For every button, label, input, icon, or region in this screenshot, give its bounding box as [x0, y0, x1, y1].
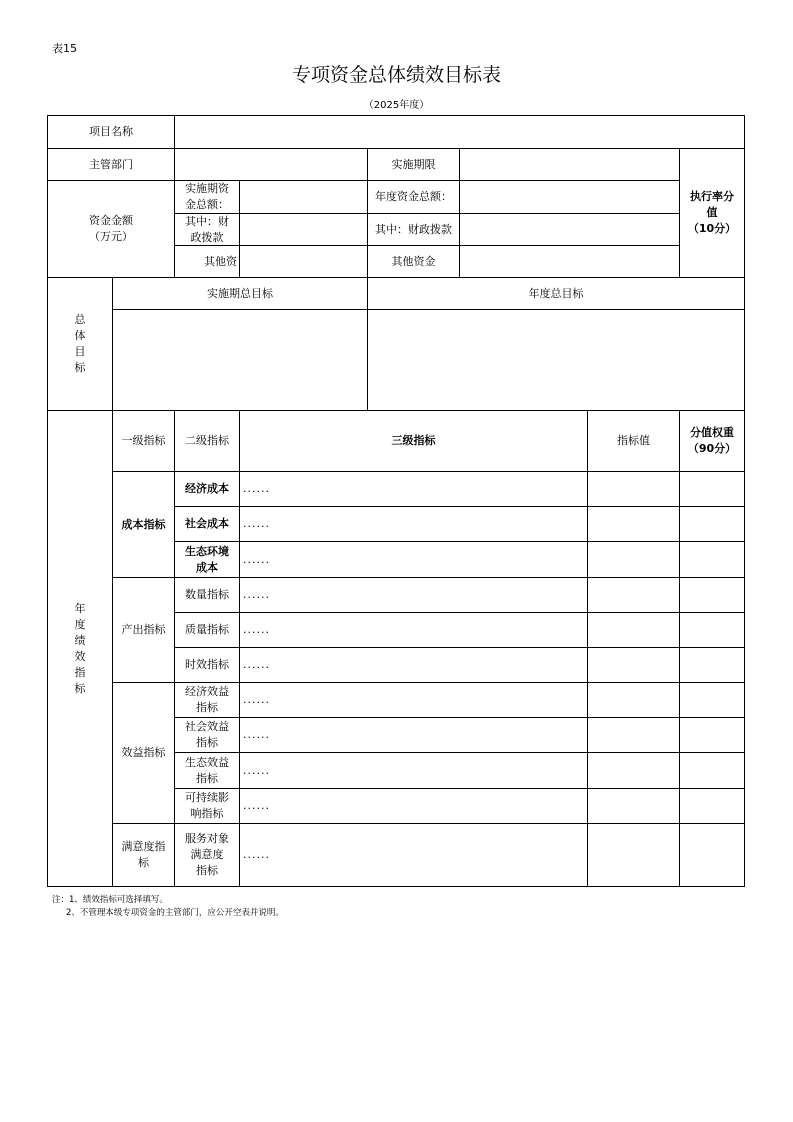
item-weight[interactable]	[680, 472, 744, 507]
item-value[interactable]	[588, 472, 680, 507]
dept-label: 主管部门	[48, 149, 175, 181]
item-label: 质量指标	[175, 613, 240, 648]
item-weight[interactable]	[680, 683, 744, 718]
annual-indicators-label: 年度绩效指标	[48, 411, 113, 886]
item-value[interactable]	[588, 542, 680, 578]
item-value[interactable]	[588, 648, 680, 683]
item-l3[interactable]: ......	[240, 472, 588, 507]
item-label: 时效指标	[175, 648, 240, 683]
col-level2: 二级指标	[175, 411, 240, 472]
annual-other-label: 其他资金	[368, 246, 460, 278]
exec-rate-label: 执行率分 值 （10分）	[680, 149, 744, 278]
col-weight: 分值权重 （90分）	[680, 411, 744, 472]
item-value[interactable]	[588, 507, 680, 542]
item-value[interactable]	[588, 613, 680, 648]
project-name-label: 项目名称	[48, 116, 175, 149]
impl-total-field[interactable]	[240, 181, 368, 214]
dept-field[interactable]	[175, 149, 368, 181]
item-label: 数量指标	[175, 578, 240, 613]
item-label: 社会成本	[175, 507, 240, 542]
period-field[interactable]	[460, 149, 680, 181]
impl-other-field[interactable]	[240, 246, 368, 278]
item-weight[interactable]	[680, 542, 744, 578]
impl-other-label: 其他资	[175, 246, 240, 278]
page-title: 专项资金总体绩效目标表	[291, 64, 501, 86]
annual-fiscal-label: 其中：财政拨款	[368, 214, 460, 246]
item-l3[interactable]: ......	[240, 824, 588, 886]
period-label: 实施期限	[368, 149, 460, 181]
item-label: 可持续影 响指标	[175, 789, 240, 824]
item-weight[interactable]	[680, 578, 744, 613]
annual-fiscal-field[interactable]	[460, 214, 680, 246]
item-weight[interactable]	[680, 507, 744, 542]
item-label: 社会效益 指标	[175, 718, 240, 753]
col-value: 指标值	[588, 411, 680, 472]
impl-fiscal-field[interactable]	[240, 214, 368, 246]
item-label: 经济效益 指标	[175, 683, 240, 718]
impl-fiscal-label: 其中：财 政拨款	[175, 214, 240, 246]
impl-goal-field[interactable]	[113, 310, 368, 411]
item-label: 生态环境 成本	[175, 542, 240, 578]
item-value[interactable]	[588, 578, 680, 613]
col-level1: 一级指标	[113, 411, 175, 472]
annual-goal-field[interactable]	[368, 310, 744, 411]
impl-total-label: 实施期资 金总额：	[175, 181, 240, 214]
item-weight[interactable]	[680, 789, 744, 824]
item-l3[interactable]: ......	[240, 789, 588, 824]
item-value[interactable]	[588, 683, 680, 718]
item-weight[interactable]	[680, 753, 744, 789]
item-weight[interactable]	[680, 613, 744, 648]
item-value[interactable]	[588, 753, 680, 789]
group-satisfaction: 满意度指 标	[113, 824, 175, 886]
item-weight[interactable]	[680, 718, 744, 753]
group-benefit: 效益指标	[113, 683, 175, 824]
item-value[interactable]	[588, 824, 680, 886]
col-level3: 三级指标	[240, 411, 588, 472]
item-l3[interactable]: ......	[240, 507, 588, 542]
item-value[interactable]	[588, 718, 680, 753]
item-value[interactable]	[588, 789, 680, 824]
annual-total-label: 年度资金总额：	[368, 181, 460, 214]
performance-target-table	[47, 115, 745, 887]
item-l3[interactable]: ......	[240, 648, 588, 683]
fiscal-year: （2025年度）	[363, 100, 430, 111]
impl-goal-header: 实施期总目标	[113, 278, 368, 310]
item-l3[interactable]: ......	[240, 718, 588, 753]
annual-other-field[interactable]	[460, 246, 680, 278]
item-label: 服务对象 满意度 指标	[175, 824, 240, 886]
overall-goal-label: 总体目标	[48, 278, 113, 411]
item-l3[interactable]: ......	[240, 578, 588, 613]
item-l3[interactable]: ......	[240, 753, 588, 789]
item-weight[interactable]	[680, 824, 744, 886]
item-weight[interactable]	[680, 648, 744, 683]
group-cost: 成本指标	[113, 472, 175, 578]
note-2: 2、不管理本级专项资金的主管部门，应公开空表并说明。	[66, 908, 284, 918]
item-l3[interactable]: ......	[240, 613, 588, 648]
annual-goal-header: 年度总目标	[368, 278, 744, 310]
item-label: 经济成本	[175, 472, 240, 507]
group-output: 产出指标	[113, 578, 175, 683]
note-1: 注：1、绩效指标可选择填写。	[52, 895, 168, 905]
item-l3[interactable]: ......	[240, 542, 588, 578]
fund-amount-label: 资金金额 （万元）	[48, 181, 175, 278]
project-name-field[interactable]	[175, 116, 744, 149]
annual-total-field[interactable]	[460, 181, 680, 214]
item-l3[interactable]: ......	[240, 683, 588, 718]
item-label: 生态效益 指标	[175, 753, 240, 789]
table-number: 表15	[52, 42, 77, 55]
